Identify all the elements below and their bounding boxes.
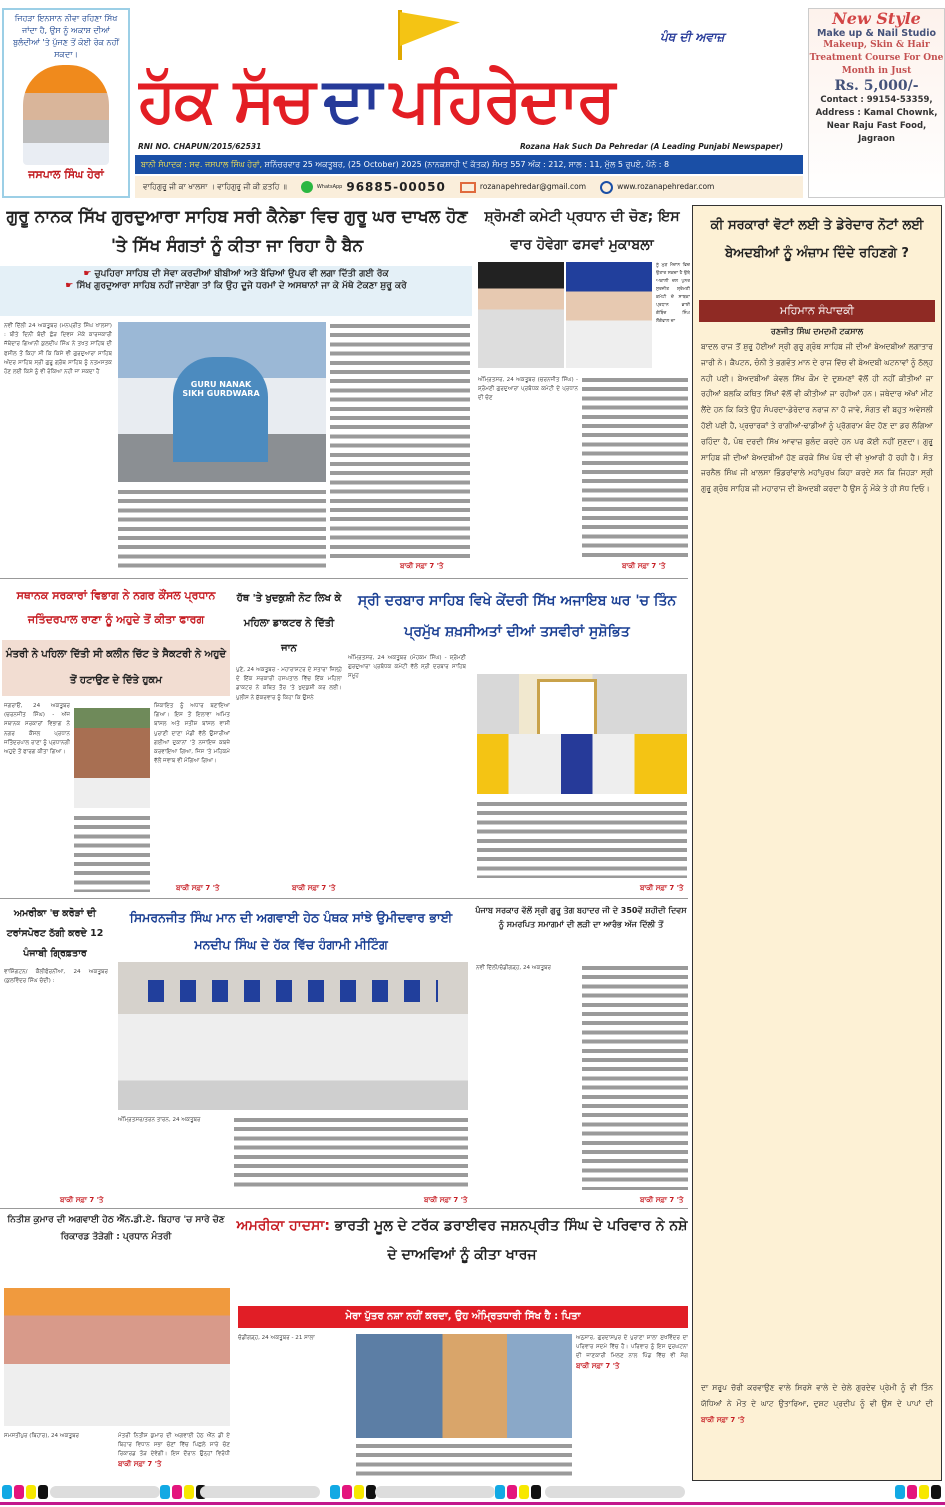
punjab-govt-body-col1: ਨਵੀਂ ਦਿੱਲੀ/ਚੰਡੀਗੜ੍ਹ, 24 ਅਕਤੂਬਰ [476,965,552,971]
ad-course: Makeup, Skin & Hair Treatment Course For One Month in Just [809,40,944,76]
punjab-govt-body-col2 [582,964,688,1190]
lead-bullet: ☛ ਚੁਪਹਿਰਾ ਸਾਹਿਬ ਦੀ ਸੇਵਾ ਕਰਦੀਆਂ ਬੀਬੀਆਂ ਅਤੇ ਬੱਚਿਆਂ ਉਪਰ ਵੀ ਲਗਾ ਦਿੱਤੀ ਗਈ ਰੋਕ [83,269,389,279]
sgpc-continued[interactable]: ਬਾਕੀ ਸਫ਼ਾ 7 'ਤੇ [622,562,666,570]
local-photo [74,708,150,808]
mann-body-col2 [234,1116,468,1190]
lead-body-col2 [118,488,326,572]
print-bar [545,1486,685,1498]
editorial-body: ਬਾਦਲ ਰਾਜ ਤੋਂ ਸ਼ੁਰੂ ਹੋਈਆਂ ਸ੍ਰੀ ਗੁਰੂ ਗ੍ਰੰਥ ਸਾਹਿਬ ਜੀ ਦੀਆਂ ਬੇਅਦਬੀਆਂ ਲਗਾਤਾਰ ਜਾਰੀ ਨੇ। ਕੈਪਟਨ, ਚੰਨੀ ਤੇ ਭਗਵੰਤ ਮਾਨ ਦੇ ਰਾਜ ਵਿੱਚ ਵੀ ਬੇਅਦਬੀ ਘਟਨਾਵਾਂ ਨੂੰ ਠੱਲ੍ਹ ਨਹੀ ਪਈ। ਬੇਅਦਬੀਆਂ ਕੇਵਲ ਸਿੱਖ ਕੌਮ ਦੇ ਦੁਸ਼ਮਣਾਂ ਵੱਲੋਂ ਹੀ ਨਹੀਂ ਕੀਤੀਆਂ ਜਾ ਰਹੀਆਂ ਬਲਕਿ ਕਥਿਤ ਸਿੱਖਾਂ ਵੱਲੋਂ ਵੀ ਕੀਤੀਆਂ ਜਾ ਰਹੀਆਂ ਹਨ। ਜਥੇਦਾਰ ਅੱਖਾਂ ਮੀਟ ਲੈਂਦੇ ਹਨ ਕਿ ਕਿਤੇ ਉਹ ਸੰਪਰਦਾ-ਡੇਰੇਦਾਰ ਨਰਾਜ ਨਾ ਹੋ ਜਾਵੇ, ਸੰਗਤ ਵੀ ਬਹੁਤ ਅਵੇਸਲੀ ਹੋਈ ਪਈ ਹੈ, ਪ੍ਰਚਾਰਕਾਂ ਤੇ ਰਾਗੀਆਂ-ਢਾਡੀਆਂ ਨੂੰ ਪ੍ਰੋਗਰਾਮ ਬੰਦ ਹੋਣ ਦਾ ਡਰ ਲੱਗਿਆ ਰਹਿੰਦਾ ਹੈ, ਪੰਥ ਦਰਦੀ ਸਿੱਖ ਆਵਾਜ਼ ਬੁਲੰਦ ਕਰਦੇ ਹਨ ਪਰ ਕੋਈ ਨਹੀਂ ਸੁਣਦਾ। ਗੁਰੂ ਸਾਹਿਬ ਜੀ ਦੀਆਂ ਬੇਅਦਬੀਆਂ ਹੋਣ ਕਰਕੇ ਸਿੱਖ ਪੰਥ ਦੀ ਵੀ ਖੁਆਰੀ ਹੋ ਰਹੀ ਹੈ। ਸੰਤ ਜਰਨੈਲ ਸਿੰਘ ਜੀ ਖ਼ਾਲਸਾ ਭਿੰਡਰਾਂਵਾਲੇ ਮਹਾਂਪੁਰਖ ਕਿਹਾ ਕਰਦੇ ਸਨ ਕਿ ਜਿਹੜਾ ਸ੍ਰੀ ਗੁਰੂ ਗ੍ਰੰਥ ਸਾਹਿਬ ਜੀ ਮਹਾਰਾਜ ਦੀ ਬੇਅਦਬੀ ਕਰਦਾ ਹੈ ਉਸ ਨੂੰ ਮੌਕੇ ਤੇ ਹੀ ਸੋਧ ਦਿਓ। [701,342,933,494]
local-subhead: ਮੰਤਰੀ ਨੇ ਪਹਿਲਾ ਦਿੱਤੀ ਸੀ ਕਲੀਨ ਚਿੱਟ ਤੇ ਸੈਕਟਰੀ ਨੇ ਅਹੁਦੇ ਤੋਂ ਹਟਾਉਣ ਦੇ ਦਿੱਤੇ ਹੁਕਮ [2,640,230,696]
sgpc-body-col2 [582,376,688,558]
whatsapp-icon [301,181,313,193]
accident-body-col2 [356,1442,572,1478]
mann-headline: ਸਿਮਰਨਜੀਤ ਸਿੰਘ ਮਾਨ ਦੀ ਅਗਵਾਈ ਹੇਠ ਪੰਥਕ ਸਾਂਝੇ ਉਮੀਦਵਾਰ ਭਾਈ ਮਨਦੀਪ ਸਿੰਘ ਦੇ ਹੱਕ ਵਿੱਚ ਹੰਗਾਮੀ ਮੀਟਿੰਗ [129,910,453,952]
doctor-body: ਪੁਣੇ, 24 ਅਕਤੂਬਰ - ਮਹਾਰਾਸ਼ਟਰ ਦੇ ਸਤਾਰਾ ਜ਼ਿਲ੍ਹੇ ਦੇ ਇੱਕ ਸਰਕਾਰੀ ਹਸਪਤਾਲ ਵਿੱਚ ਇੱਕ ਮਹਿਲਾ ਡਾਕਟਰ ਨੇ ਕਥਿਤ ਤੌਰ 'ਤੇ ਖੁਦਕੁਸ਼ੀ ਕਰ ਲਈ। ਪੁਲੀਸ ਨੇ ਸ਼ੁੱਕਰਵਾਰ ਨੂੰ ਕਿਹਾ ਕਿ ਉਸਨੇ [236,667,342,701]
nitish-body-col1: ਸਮਸਤੀਪੁਰ (ਬਿਹਾਰ), 24 ਅਕਤੂਬਰ [4,1433,80,1439]
lead-bullet: ☛ ਸਿੱਖ ਗੁਰਦੁਆਰਾ ਸਾਹਿਬ ਨਹੀਂ ਜਾਏਗਾ ਤਾਂ ਕਿ ਉਹ ਦੂਜੇ ਧਰਮਾਂ ਦੇ ਅਸਥਾਨਾਂ ਜਾ ਕੇ ਮੱਥੇ ਟੇਕਣਾ ਸ਼ੁਰੂ ਕਰੇ [65,281,407,291]
print-bar [50,1486,160,1498]
nitish-photo [4,1288,230,1426]
print-bar [200,1486,320,1498]
masthead-title-part3: ਪਹਿਰੇਦਾਰ [389,63,614,136]
divider [0,578,688,579]
doctor-headline: ਹੱਥ 'ਤੇ ਖੁਦਕੁਸ਼ੀ ਨੋਟ ਲਿਖ ਕੇ ਮਹਿਲਾ ਡਾਕਟਰ ਨੇ ਦਿੱਤੀ ਜਾਨ [236,593,342,654]
bottom-rule [0,1502,945,1505]
contact-bar [135,176,803,198]
pointing-hand-icon: ☛ [65,281,77,291]
ad-brand: New Style [832,9,921,28]
sgpc-body-col1: ਅੰਮ੍ਰਿਤਸਰ, 24 ਅਕਤੂਬਰ (ਚਰਨਜੀਤ ਸਿੰਘ) - ਸ਼੍ਰੋਮਣੀ ਗੁਰਦੁਆਰਾ ਪ੍ਰਬੰਧਕ ਕਮੇਟੀ ਦੇ ਪ੍ਰਧਾਨ ਦੀ ਚੋਣ [478,377,578,402]
museum-body-col2 [477,800,687,878]
sgpc-photo-2 [566,262,652,368]
whatsapp-label: WhatsApp [316,184,343,190]
founder-quote-box [2,8,130,198]
email: rozanapehredar@gmail.com [479,182,587,191]
ad-price: Rs. 5,000/- [834,78,919,94]
founder-name: ਜਸਪਾਲ ਸਿੰਘ ਹੇਰਾਂ [28,168,104,181]
lead-continued[interactable]: ਬਾਕੀ ਸਫ਼ਾ 7 'ਤੇ [400,562,444,570]
doctor-continued[interactable]: ਬਾਕੀ ਸਫ਼ਾ 7 'ਤੇ [292,884,336,892]
usa-fraud-body: ਵਾਸ਼ਿੰਗਟਨ/ ਕੈਲੀਫੋਰਨੀਆ, 24 ਅਕਤੂਬਰ (ਕੁਲਵਿੰਦਰ ਸਿੰਘ ਚੰਦੀ) : [4,969,108,985]
editorial-column [692,205,942,1481]
local-body-col1b [74,814,150,892]
whatsapp-contact[interactable] [301,176,446,198]
lead-body-col3 [330,322,470,558]
local-body-col2: ਸ਼ਿਕਾਇਤ ਨੂੰ ਅਧਾਰ ਬਣਾਇਆ ਗਿਆ। ਇਸ ਤੋਂ ਇਲਾਵਾ ਅਮਿਤ ਬਾਂਸਲ ਅਤੇ ਸਤੀਸ਼ ਬਾਂਸਲ ਵਾਸੀ ਪੁਰਾਣੀ ਦਾਣਾ ਮੰਡੀ ਵੱਲੋਂ ਉਸਾਰੀਆਂ ਗਈਆਂ ਦੁਕਾਨਾਂ 'ਤੇ ਨਜਾਇਜ਼ ਕਬਜ਼ੇ ਕਰਵਾਇਆ ਗਿਆ, ਜਿਸ 'ਤੇ ਮਹਿਕਮੇ ਵੱਲੋਂ ਜਵਾਬ ਵੀ ਮੰਗਿਆ ਗਿਆ। [154,703,230,765]
registration-marks [895,1485,941,1499]
local-headline: ਸਥਾਨਕ ਸਰਕਾਰਾਂ ਵਿਭਾਗ ਨੇ ਨਗਰ ਕੌਂਸਲ ਪ੍ਰਧਾਨ ਜਤਿੰਦਰਪਾਲ ਰਾਣਾ ਨੂੰ ਅਹੁਦੇ ਤੋਂ ਕੀਤਾ ਫਾਰਗ [16,589,216,626]
editorial-continued[interactable]: ਬਾਕੀ ਸਫ਼ਾ 7 'ਤੇ [701,1415,745,1424]
advertisement [808,8,945,198]
nitish-continued[interactable]: ਬਾਕੀ ਸਫ਼ਾ 7 'ਤੇ [118,1459,162,1468]
accident-continued[interactable]: ਬਾਕੀ ਸਫ਼ਾ 7 'ਤੇ [576,1361,620,1370]
punjab-govt-continued[interactable]: ਬਾਕੀ ਸਫ਼ਾ 7 'ਤੇ [640,1196,684,1204]
punjab-govt-headline: ਪੰਜਾਬ ਸਰਕਾਰ ਵੱਲੋਂ ਸ੍ਰੀ ਗੁਰੂ ਤੇਗ ਬਹਾਦਰ ਜੀ ਦੇ 350ਵੇਂ ਸ਼ਹੀਦੀ ਦਿਵਸ ਨੂੰ ਸਮਰਪਿਤ ਸਮਾਗਮਾਂ ਦੀ ਲੜੀ ਦਾ ਆਰੰਭ ਅੱਜ ਦਿੱਲੀ ਤੋਂ [475,906,687,929]
website-contact[interactable] [600,176,714,198]
registration-marks [2,1485,48,1499]
accident-headline-main: ਭਾਰਤੀ ਮੂਲ ਦੇ ਟਰੱਕ ਡਰਾਈਵਰ ਜਸ਼ਨਪ੍ਰੀਤ ਸਿੰਘ ਦੇ ਪਰਿਵਾਰ ਨੇ ਨਸ਼ੇ ਦੇ ਦਾਅਵਿਆਂ ਨੂੰ ਕੀਤਾ ਖਾਰਜ [334,1218,688,1263]
accident-body-col3: ਅਨੁਸਾਰ, ਗੁਰਦਾਸਪੁਰ ਦੇ ਪੁਰਾਣਾ ਸ਼ਾਲਾ ਸੁਖਵਿੰਦਰ ਦਾ ਪਰਿਵਾਰ ਸਦਮੇ ਵਿੱਚ ਹੈ। ਪਰਿਵਾਰ ਨੂੰ ਇਸ ਦੁਰਘਟਨਾ ਦੀ ਜਾਣਕਾਰੀ ਮਿਲਣ ਨਾਲ ਪਿੰਡ ਵਿੱਚ ਵੀ ਸੋਗ ਬਾਕੀ ਸਫ਼ਾ 7 'ਤੇ [576,1335,688,1370]
lead-headline: ਗੁਰੂ ਨਾਨਕ ਸਿੱਖ ਗੁਰਦੁਆਰਾ ਸਾਹਿਬ ਸਰੀ ਕੈਨੇਡਾ ਵਿਚ ਗੁਰੂ ਘਰ ਦਾਖਲ ਹੋਣ 'ਤੇ ਸਿੱਖ ਸੰਗਤਾਂ ਨੂੰ ਕੀਤਾ ਜਾ ਰਿਹਾ ਹੈ ਬੈਨ [6,207,468,256]
lead-bullets [0,266,472,316]
accident-body-col1: ਚੰਡੀਗੜ੍ਹ, 24 ਅਕਤੂਬਰ - 21 ਸਾਲਾ [238,1335,315,1341]
editorial-section-label: ਮਹਿਮਾਨ ਸੰਪਾਦਕੀ [699,300,935,322]
accident-quote-bar: ਮੇਰਾ ਪੁੱਤਰ ਨਸ਼ਾ ਨਹੀਂ ਕਰਦਾ, ਉਹ ਅੰਮ੍ਰਿਤਧਾਰੀ ਸਿੱਖ ਹੈ : ਪਿਤਾ [238,1306,688,1328]
editorial-ending: ਦਾ ਸਰੂਪ ਚੋਰੀ ਕਰਵਾਉਣ ਵਾਲੇ ਸਿਰਸੇ ਵਾਲੇ ਦੇ ਚੇਲੇ ਗੁਰਦੇਵ ਪ੍ਰੇਮੀ ਨੂੰ ਵੀ ਤਿੰਨ ਯੋਧਿਆਂ ਨੇ ਮੌਤ ਦੇ ਘਾਟ ਉਤਾਰਿਆ, ਦੁਸ਼ਟ ਪ੍ਰਦੀਪ ਨੂੰ ਵੀ ਉਸ ਦੇ ਪਾਪਾਂ ਦੀ ਬਾਕੀ ਸਫ਼ਾ 7 'ਤੇ [693,1378,941,1474]
nitish-body-col2: ਮੰਤਰੀ ਨਿਤੀਸ਼ ਕੁਮਾਰ ਦੀ ਅਗਵਾਈ ਹੇਠ ਐੱਨ ਡੀ ਏ ਬਿਹਾਰ ਵਿਧਾਨ ਸਭਾ ਚੋਣਾਂ ਵਿੱਚ ਪਿਛਲੇ ਸਾਰੇ ਚੋਣ ਰਿਕਾਰਡ ਤੋੜ ਦੇਵੇਗੀ। ਇਸ ਦੌਰਾਨ ਉਨ੍ਹਾਂ ਵਿਰੋਧੀ ਬਾਕੀ ਸਫ਼ਾ 7 'ਤੇ [118,1433,230,1468]
globe-icon [600,181,613,194]
ad-contact: Contact : 99154-53359, [820,95,933,105]
usa-fraud-continued[interactable]: ਬਾਕੀ ਸਫ਼ਾ 7 'ਤੇ [60,1196,104,1204]
museum-headline: ਸ੍ਰੀ ਦਰਬਾਰ ਸਾਹਿਬ ਵਿਖੇ ਕੇਂਦਰੀ ਸਿੱਖ ਅਜਾਇਬ ਘਰ 'ਚ ਤਿੰਨ ਪ੍ਰਮੁੱਖ ਸ਼ਖ਼ਸੀਅਤਾਂ ਦੀਆਂ ਤਸਵੀਰਾਂ ਸੁਸ਼ੋਭਿਤ [357,593,677,640]
local-body-col1: ਜਗਰਾਓਂ, 24 ਅਕਤੂਬਰ (ਚਰਨਜੀਤ ਸਿੰਘ) - ਅੱਜ ਸਥਾਨਕ ਸਰਕਾਰਾਂ ਵਿਭਾਗ ਨੇ ਨਗਰ ਕੌਂਸਲ ਪ੍ਰਧਾਨ ਜਤਿੰਦਰਪਾਲ ਰਾਣਾ ਨੂੰ ਪ੍ਰਧਾਨਗੀ ਅਹੁਦੇ ਤੋਂ ਫਾਰਗ ਕੀਤਾ ਗਿਆ। [4,703,70,756]
registration-marks [495,1485,541,1499]
local-continued[interactable]: ਬਾਕੀ ਸਫ਼ਾ 7 'ਤੇ [176,884,220,892]
mann-meeting-photo [118,962,468,1110]
ad-service: Make up & Nail Studio [816,28,937,39]
rni-number: RNI NO. CHAPUN/2015/62531 [138,142,262,151]
museum-continued[interactable]: ਬਾਕੀ ਸਫ਼ਾ 7 'ਤੇ [640,884,684,892]
registration-marks [330,1485,376,1499]
masthead-tagline: ਪੰਥ ਦੀ ਅਵਾਜ਼ [660,30,725,44]
divider [0,1208,688,1209]
pointing-hand-icon: ☛ [83,269,95,279]
accident-headline [236,1212,688,1302]
founder-editor-label: ਬਾਨੀ ਸੰਪਾਦਕ : ਸਵ. ਜਸਪਾਲ ਸਿੰਘ ਹੇਰਾਂ, [141,160,262,169]
editorial-author: ਰਣਜੀਤ ਸਿੰਘ ਦਮਦਮੀ ਟਕਸਾਲ [770,327,864,336]
accident-headline-kicker: ਅਮਰੀਕਾ ਹਾਦਸਾ: [236,1218,330,1234]
mail-icon [460,182,476,193]
print-bar [375,1486,495,1498]
lead-body-col1: ਨਵੀਂ ਦਿੱਲੀ 24 ਅਕਤੂਬਰ (ਮਨਪ੍ਰੀਤ ਸਿੰਘ ਖਾਲਸਾ) : ਬੀਤੇ ਦਿਨੀਂ ਬੰਦੀ ਛੋੜ ਦਿਵਸ ਮੌਕੇ ਕਾਰਜਕਾਰੀ ਜੱਥੇਦਾਰ ਗਿਆਨੀ ਕੁਲਦੀਪ ਸਿੰਘ ਨੇ ਤਖਤ ਸਾਹਿਬ ਦੀ ਫਸੀਲ ਤੋਂ ਕਿਹਾ ਸੀ ਕਿ ਕਿਸੇ ਵੀ ਗੁਰਦੁਆਰਾ ਸਾਹਿਬ ਅੰਦਰ ਸਾਹਿਬ ਸ੍ਰੀ ਗੁਰੂ ਗ੍ਰੰਥ ਸਾਹਿਬ ਨੂੰ ਨਤਮਸਤਕ ਹੋਣ ਲਈ ਕਿਸੇ ਨੂੰ ਵੀ ਰੋਕਿਆ ਨਹੀ ਜਾ ਸਕਦਾ ਹੈ [4,323,112,376]
mann-body-col1: ਅੰਮ੍ਰਿਤਸਰ/ਤਰਨ ਤਾਰਨ, 24 ਅਕਤੂਬਰ [118,1117,201,1123]
museum-body-col1: ਅੰਮ੍ਰਿਤਸਰ, 24 ਅਕਤੂਬਰ (ਮੋਹਕਮ ਸਿੰਘ) - ਸ਼੍ਰੋਮਣੀ ਗੁਰਦੁਆਰਾ ਪ੍ਰਬੰਧਕ ਕਮੇਟੀ ਵੱਲੋਂ ਸ੍ਰੀ ਦਰਬਾਰ ਸਾਹਿਬ ਸਮੂਹ [348,655,466,680]
issue-date: ਸ਼ਨਿੱਚਰਵਾਰ 25 ਅਕਤੂਬਰ, (25 October) 2025 (ਨਾਨਕਸ਼ਾਹੀ ੯ ਕੱਤਕ) ਸੰਮਤ 557 ਅੰਕ : 212, ਸਾਲ : 11, ਮੁੱਲ 5 ਰੁਪਏ, ਪੰਨੇ : 8 [264,160,670,169]
mann-continued[interactable]: ਬਾਕੀ ਸਫ਼ਾ 7 'ਤੇ [424,1196,468,1204]
nitish-headline: ਨਿਤੀਸ਼ ਕੁਮਾਰ ਦੀ ਅਗਵਾਈ ਹੇਠ ਐੱਨ.ਡੀ.ਏ. ਬਿਹਾਰ 'ਚ ਸਾਰੇ ਚੋਣ ਰਿਕਾਰਡ ਤੋੜੇਗੀ : ਪ੍ਰਧਾਨ ਮੰਤਰੀ [7,1215,225,1242]
sgpc-side-text: ਨੂੰ ਮੁੜ ਮੈਦਾਨ ਵਿਚ ਉਤਾਰ ਸਕਦਾ ਹੈ ਉਥੇ ਅਕਾਲੀ ਦਲ ਪੁਨਰ ਸੁਰਜੀਤ ਸ਼੍ਰੋਮਣੀ ਕਮੇਟੀ ਦੇ ਸਾਬਕਾ ਪ੍ਰਧਾਨ ਭਾਈ ਗੋਬਿੰਦ ਸਿੰਘ ਲੌਂਗੋਵਾਲ ਦਾ [656,263,690,324]
museum-photo [477,674,687,794]
divider [0,898,688,899]
phone-number: 96885-00050 [346,180,446,194]
sgpc-photo-1 [478,262,564,368]
lead-photo-gurdwara [118,322,326,482]
sgpc-headline: ਸ਼੍ਰੋਮਣੀ ਕਮੇਟੀ ਪ੍ਰਧਾਨ ਦੀ ਚੋਣ; ਇਸ ਵਾਰ ਹੋਵੇਗਾ ਫਸਵਾਂ ਮੁਕਾਬਲਾ [484,209,680,253]
english-name: Rozana Hak Such Da Pehredar (A Leading Punjabi Newspaper) [520,142,784,151]
usa-fraud-headline: ਅਮਰੀਕਾ 'ਚ ਕਰੋੜਾਂ ਦੀ ਟਰਾਂਸਪੋਰਟ ਠੱਗੀ ਕਰਦੇ 12 ਪੰਜਾਬੀ ਗ੍ਰਿਫ਼ਤਾਰ [6,908,104,959]
email-contact[interactable] [460,176,586,198]
masthead-title-part1: ਹੱਕ ਸੱਚ [138,63,314,136]
masthead-title-part2: ਦਾ [323,63,380,136]
dateline-bar [135,155,803,174]
accident-photo [356,1334,572,1438]
editorial-headline: ਕੀ ਸਰਕਾਰਾਂ ਵੋਟਾਂ ਲਈ ਤੇ ਡੇਰੇਦਾਰ ਨੋਟਾਂ ਲਈ ਬੇਅਦਬੀਆਂ ਨੂੰ ਅੰਜ਼ਾਮ ਦਿੰਦੇ ਰਹਿਣਗੇ ? [710,218,924,261]
founder-quote: ਜਿਹੜਾ ਇਨਸਾਨ ਨੀਵਾ ਰਹਿਣਾ ਸਿੱਖ ਜਾਂਦਾ ਹੈ, ਉਸ ਨੂੰ ਅਕਾਸ਼ ਦੀਆਂ ਬੁਲੰਦੀਆਂ 'ਤੇ ਪੁੱਜਣ ਤੋਂ ਕੋਈ ਰੋਕ ਨਹੀਂ ਸਕਦਾ। [13,14,119,59]
ad-address: Address : Kamal Chownk, Near Raju Fast Food, Jagraon [815,108,938,144]
greeting: ਵਾਹਿਗੁਰੂ ਜੀ ਕਾ ਖਾਲਸਾ । ਵਾਹਿਗੁਰੂ ਜੀ ਕੀ ਫ਼ਤਹਿ ॥ [143,182,287,191]
website: www.rozanapehredar.com [617,182,715,191]
photo-sign: GURU NANAK SIKH GURDWARA [182,380,260,398]
founder-portrait [23,65,109,165]
